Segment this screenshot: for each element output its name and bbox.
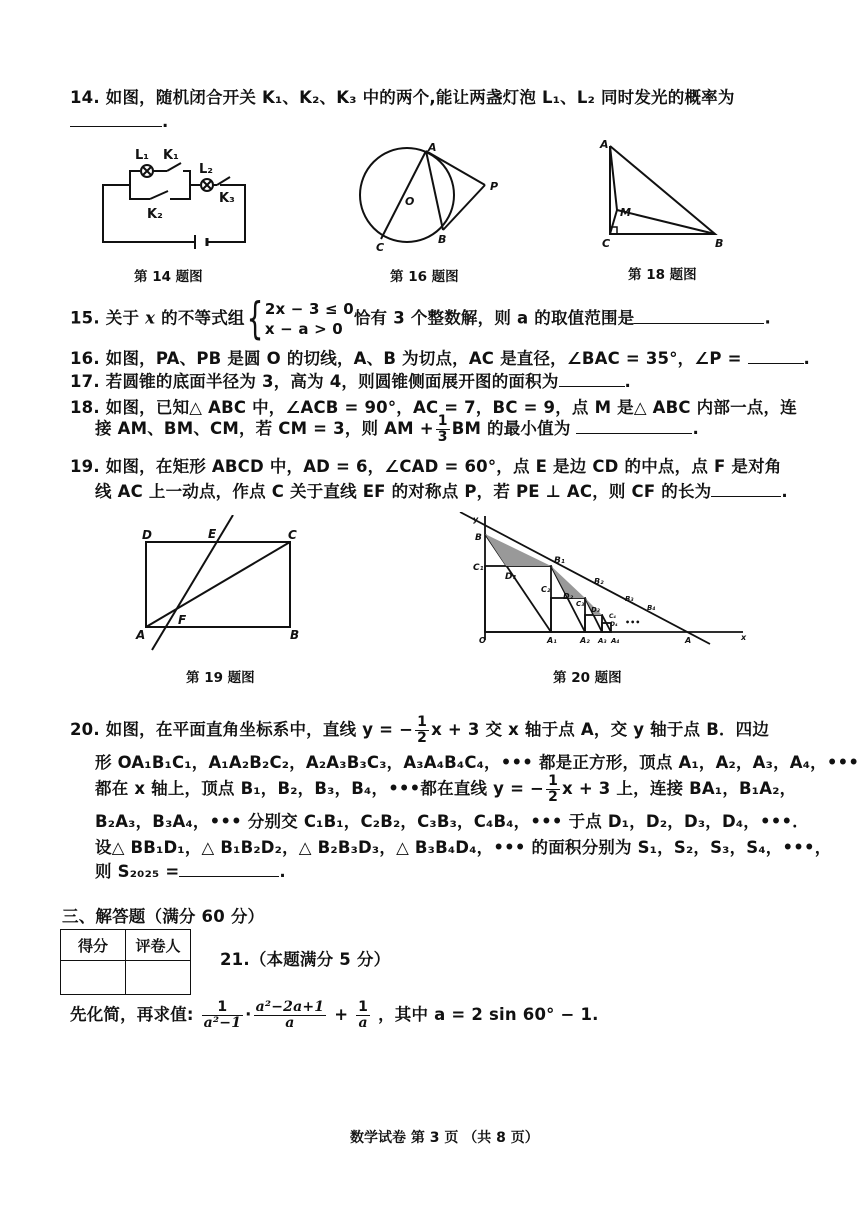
q14-answer-line: . bbox=[70, 112, 168, 131]
fig14-label-k1: K₁ bbox=[163, 148, 179, 163]
fig16-caption: 第 16 题图 bbox=[390, 269, 459, 285]
q20-blank[interactable] bbox=[179, 862, 279, 877]
fig20-label-c1: C₁ bbox=[473, 563, 484, 573]
q21-heading: 21.（本题满分 5 分） bbox=[220, 950, 391, 969]
fig19-label-c: C bbox=[288, 528, 297, 542]
q21-fraction-3: $\frac{1}{a}$ bbox=[358, 999, 369, 1031]
q20-fraction-1: $\frac{1}{2}$ bbox=[417, 714, 428, 746]
fig16-circle bbox=[350, 140, 510, 255]
fig16-label-b: B bbox=[438, 233, 447, 246]
q17-blank[interactable] bbox=[559, 372, 625, 387]
fig16-label-a: A bbox=[428, 141, 437, 154]
q20-line3: 都在 x 轴上，顶点 B₁，B₂，B₃，B₄，•••都在直线 y = − $\frac{1}{2}$ x + 3 上，连接 BA₁，B₁A₂， bbox=[95, 773, 797, 805]
fig20-label-b4: B₄ bbox=[647, 604, 656, 612]
q18-fraction: $\frac{1}{3}$ bbox=[437, 413, 448, 445]
fig19-label-a: A bbox=[136, 628, 146, 642]
q21-expression: 先化简，再求值: $\frac{1}{\text{a²−1}}$ · $\frac{\text{a²−2a+1}}{a}$ + $\frac{1}{a}$ ，其中 a = 2 sin 60° − 1. bbox=[70, 999, 599, 1031]
fig14-label-l1: L₁ bbox=[135, 148, 149, 163]
score-header: 得分 bbox=[61, 930, 126, 961]
fig18-label-m: M bbox=[620, 206, 631, 219]
q15-blank[interactable] bbox=[634, 309, 764, 324]
fig14-label-l2: L₂ bbox=[199, 162, 213, 177]
fig20-label-b1: B₁ bbox=[554, 556, 565, 566]
q18-line1: 18. 如图，已知△ ABC 中，∠ACB = 90°，AC = 7，BC = 9，点 M 是△ ABC 内部一点，连 bbox=[70, 398, 797, 417]
q19-line1: 19. 如图，在矩形 ABCD 中，AD = 6，∠CAD = 60°，点 E 是边 CD 的中点，点 F 是对角 bbox=[70, 457, 782, 476]
section3-title: 三、解答题（满分 60 分） bbox=[62, 907, 265, 926]
q20-line4: B₂A₃，B₃A₄，••• 分别交 C₁B₁，C₂B₂，C₃B₃，C₄B₄，••• 于点 D₁，D₂，D₃，D₄，•••． bbox=[95, 812, 809, 831]
fig19-label-d: D bbox=[142, 528, 152, 542]
fig14-label-k3: K₃ bbox=[219, 191, 235, 206]
fig20-label-a2: A₂ bbox=[580, 636, 590, 645]
fig20-label-b: B bbox=[475, 533, 482, 543]
fig19-rectangle bbox=[130, 515, 320, 655]
q15-system: 2x − 3 ≤ 0 x − a > 0 bbox=[264, 300, 354, 338]
fig20-ellipsis: ••• bbox=[625, 618, 641, 627]
page-footer: 数学试卷 第 3 页 （共 8 页） bbox=[350, 1130, 539, 1146]
q17-text: 17. 若圆锥的底面半径为 3，高为 4，则圆锥侧面展开图的面积为 . bbox=[70, 372, 631, 391]
q14-text: 14. 如图，随机闭合开关 K₁、K₂、K₃ 中的两个,能让两盏灯泡 L₁、L₂ 同时发光的概率为 bbox=[70, 88, 735, 107]
fig20-coordinate-figure bbox=[455, 512, 755, 647]
fig20-label-c4: C₄ bbox=[609, 613, 617, 620]
fig14-caption: 第 14 题图 bbox=[134, 269, 203, 285]
fig18-label-b: B bbox=[715, 237, 724, 250]
fig14-label-k2: K₂ bbox=[147, 207, 163, 222]
fig20-label-x: x bbox=[741, 633, 747, 642]
q20-fraction-2: $\frac{1}{2}$ bbox=[548, 773, 559, 805]
grader-cell[interactable] bbox=[126, 961, 191, 995]
q15-text: 15. 关于 x 的不等式组{ 2x − 3 ≤ 0 x − a > 0 恰有 3 个整数解，则 a 的取值范围是 . bbox=[70, 293, 771, 344]
fig20-label-b2: B₂ bbox=[594, 577, 604, 586]
q20-line5: 设△ BB₁D₁，△ B₁B₂D₂，△ B₂B₃D₃，△ B₃B₄D₄，••• 的面积分别为 S₁，S₂，S₃，S₄，•••， bbox=[95, 838, 832, 857]
fig20-label-b3: B₃ bbox=[625, 595, 634, 603]
q14-blank[interactable] bbox=[70, 112, 162, 127]
fig18-caption: 第 18 题图 bbox=[628, 267, 697, 283]
score-cell[interactable] bbox=[61, 961, 126, 995]
fig19-label-e: E bbox=[208, 527, 217, 541]
fig18-label-a: A bbox=[600, 138, 609, 151]
fig20-label-d4: D₄ bbox=[610, 621, 618, 628]
fig20-label-a4: A₄ bbox=[611, 637, 620, 645]
q19-blank[interactable] bbox=[711, 482, 781, 497]
fig14-circuit bbox=[95, 145, 255, 250]
fig20-label-c2: C₂ bbox=[541, 585, 551, 594]
q16-blank[interactable] bbox=[748, 349, 804, 364]
fig20-label-c3: C₃ bbox=[576, 600, 585, 608]
q21-fraction-1: $\frac{1}{\text{a²−1}}$ bbox=[203, 999, 242, 1031]
fig20-label-a3: A₃ bbox=[598, 637, 607, 645]
fig20-label-a: A bbox=[685, 636, 692, 645]
q20-line2: 形 OA₁B₁C₁，A₁A₂B₂C₂，A₂A₃B₃C₃，A₃A₄B₄C₄，••• 都是正方形，顶点 A₁，A₂，A₃，A₄，••• bbox=[95, 753, 860, 772]
fig18-triangle bbox=[595, 138, 735, 250]
fig20-label-o: O bbox=[479, 636, 486, 645]
fig19-label-b: B bbox=[290, 628, 300, 642]
fig20-label-d2: D₂ bbox=[563, 592, 574, 601]
q15-brace: { bbox=[246, 293, 264, 344]
fig18-label-c: C bbox=[602, 237, 611, 250]
q20-line1: 20. 如图，在平面直角坐标系中，直线 y = − $\frac{1}{2}$ x + 3 交 x 轴于点 A，交 y 轴于点 B．四边 bbox=[70, 714, 770, 746]
q18-blank[interactable] bbox=[576, 419, 692, 434]
grader-header: 评卷人 bbox=[126, 930, 191, 961]
fig16-label-c: C bbox=[376, 241, 385, 254]
q20-line6: 则 S₂₀₂₅ = . bbox=[95, 862, 286, 881]
fig20-label-a1: A₁ bbox=[547, 636, 557, 645]
q18-line2: 接 AM、BM、CM，若 CM = 3，则 AM + $\frac{1}{3}$ BM 的最小值为 . bbox=[95, 413, 699, 445]
fig16-label-o: O bbox=[405, 195, 415, 208]
q21-fraction-2: $\frac{\text{a²−2a+1}}{a}$ bbox=[255, 999, 325, 1031]
q16-text: 16. 如图，PA、PB 是圆 O 的切线，A、B 为切点，AC 是直径，∠BAC = 35°，∠P = . bbox=[70, 349, 811, 368]
score-table bbox=[60, 929, 191, 995]
fig20-label-d1: D₁ bbox=[505, 572, 517, 582]
fig20-label-y: y bbox=[473, 515, 479, 524]
fig16-label-p: P bbox=[490, 180, 499, 193]
fig19-label-f: F bbox=[178, 613, 187, 627]
fig20-caption: 第 20 题图 bbox=[553, 670, 622, 686]
fig19-caption: 第 19 题图 bbox=[186, 670, 255, 686]
q19-line2: 线 AC 上一动点，作点 C 关于直线 EF 的对称点 P，若 PE ⊥ AC，则 CF 的长为 . bbox=[95, 482, 788, 501]
fig20-label-d3: D₃ bbox=[591, 606, 600, 614]
